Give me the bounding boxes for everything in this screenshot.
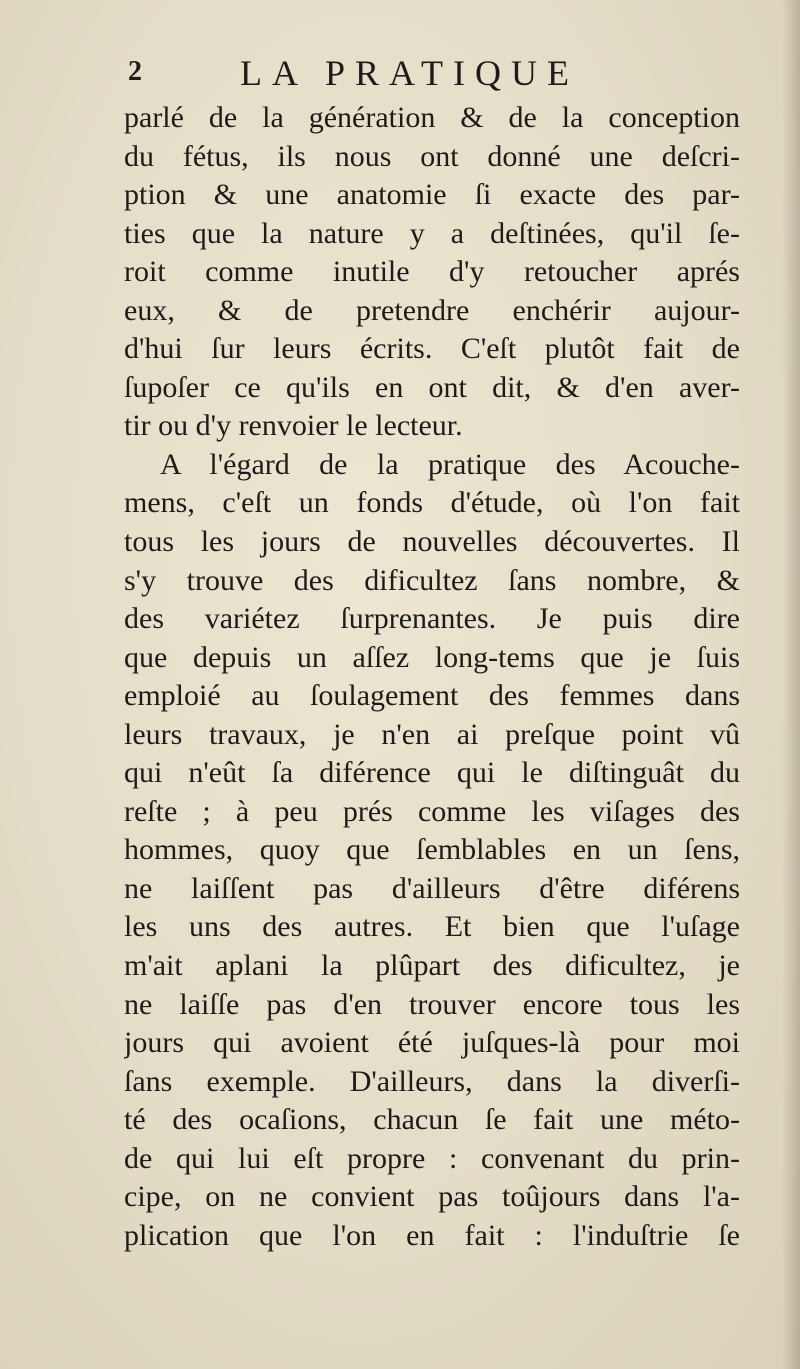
text-line: emploié au ſoulagement des femmes dans	[124, 679, 740, 713]
text-line: m'ait aplani la plûpart des dificultez, je	[124, 949, 740, 983]
text-line: que depuis un aſſez long-tems que je ſuis	[124, 640, 740, 674]
text-line: hommes, quoy que ſemblables en un ſens,	[124, 833, 740, 867]
text-line: tous les jours de nouvelles découvertes. Il	[124, 525, 740, 559]
text-line: ne laiſſent pas d'ailleurs d'être diférens	[124, 871, 740, 905]
body-text	[124, 99, 740, 1255]
paragraph-end-line: tir ou d'y renvoier le lecteur.	[124, 409, 463, 443]
text-line: roit comme inutile d'y retoucher aprés	[124, 255, 740, 289]
text-line: ſupoſer ce qu'ils en ont dit, & d'en aver-	[124, 370, 740, 404]
text-line: plication que l'on en fait : l'induſtrie ſe	[124, 1218, 740, 1252]
page-number: 2	[128, 56, 142, 87]
text-line: du fétus, ils nous ont donné une deſcri-	[124, 139, 740, 173]
text-line: parlé de la génération & de la conception	[124, 101, 740, 134]
text-line: d'hui ſur leurs écrits. C'eſt plutôt fait de	[124, 332, 740, 366]
text-line: leurs travaux, je n'en ai preſque point vû	[124, 717, 740, 751]
text-line: des variétez ſurprenantes. Je puis dire	[124, 602, 740, 636]
text-line: té des ocaſions, chacun ſe fait une méto-	[124, 1103, 740, 1137]
text-line: les uns des autres. Et bien que l'uſage	[124, 910, 740, 944]
text-line: mens, c'eſt un fonds d'étude, où l'on fait	[124, 486, 740, 520]
page-header	[128, 52, 748, 96]
text-line: qui n'eût ſa diférence qui le diſtinguât du	[124, 756, 740, 790]
text-line: ption & une anatomie ſi exacte des par-	[124, 178, 740, 212]
text-line: cipe, on ne convient pas toûjours dans l'a-	[124, 1180, 740, 1214]
page-edge-shadow	[782, 0, 800, 1369]
text-line: reſte ; à peu prés comme les viſages des	[124, 794, 740, 828]
text-line: eux, & de pretendre enchérir aujour-	[124, 293, 740, 327]
text-line: ties que la nature y a deſtinées, qu'il ſe-	[124, 216, 740, 250]
running-head: LA PRATIQUE	[240, 53, 580, 93]
text-line: jours qui avoient été juſques-là pour moi	[124, 1026, 740, 1060]
text-line: s'y trouve des dificultez ſans nombre, &	[124, 563, 740, 597]
paragraph-start-line: A l'égard de la pratique des Acouche-	[160, 447, 740, 481]
text-line: ne laiſſe pas d'en trouver encore tous les	[124, 987, 740, 1021]
text-line: ſans exemple. D'ailleurs, dans la diverſi-	[124, 1064, 740, 1098]
text-line: de qui lui eſt propre : convenant du prin-	[124, 1141, 740, 1175]
